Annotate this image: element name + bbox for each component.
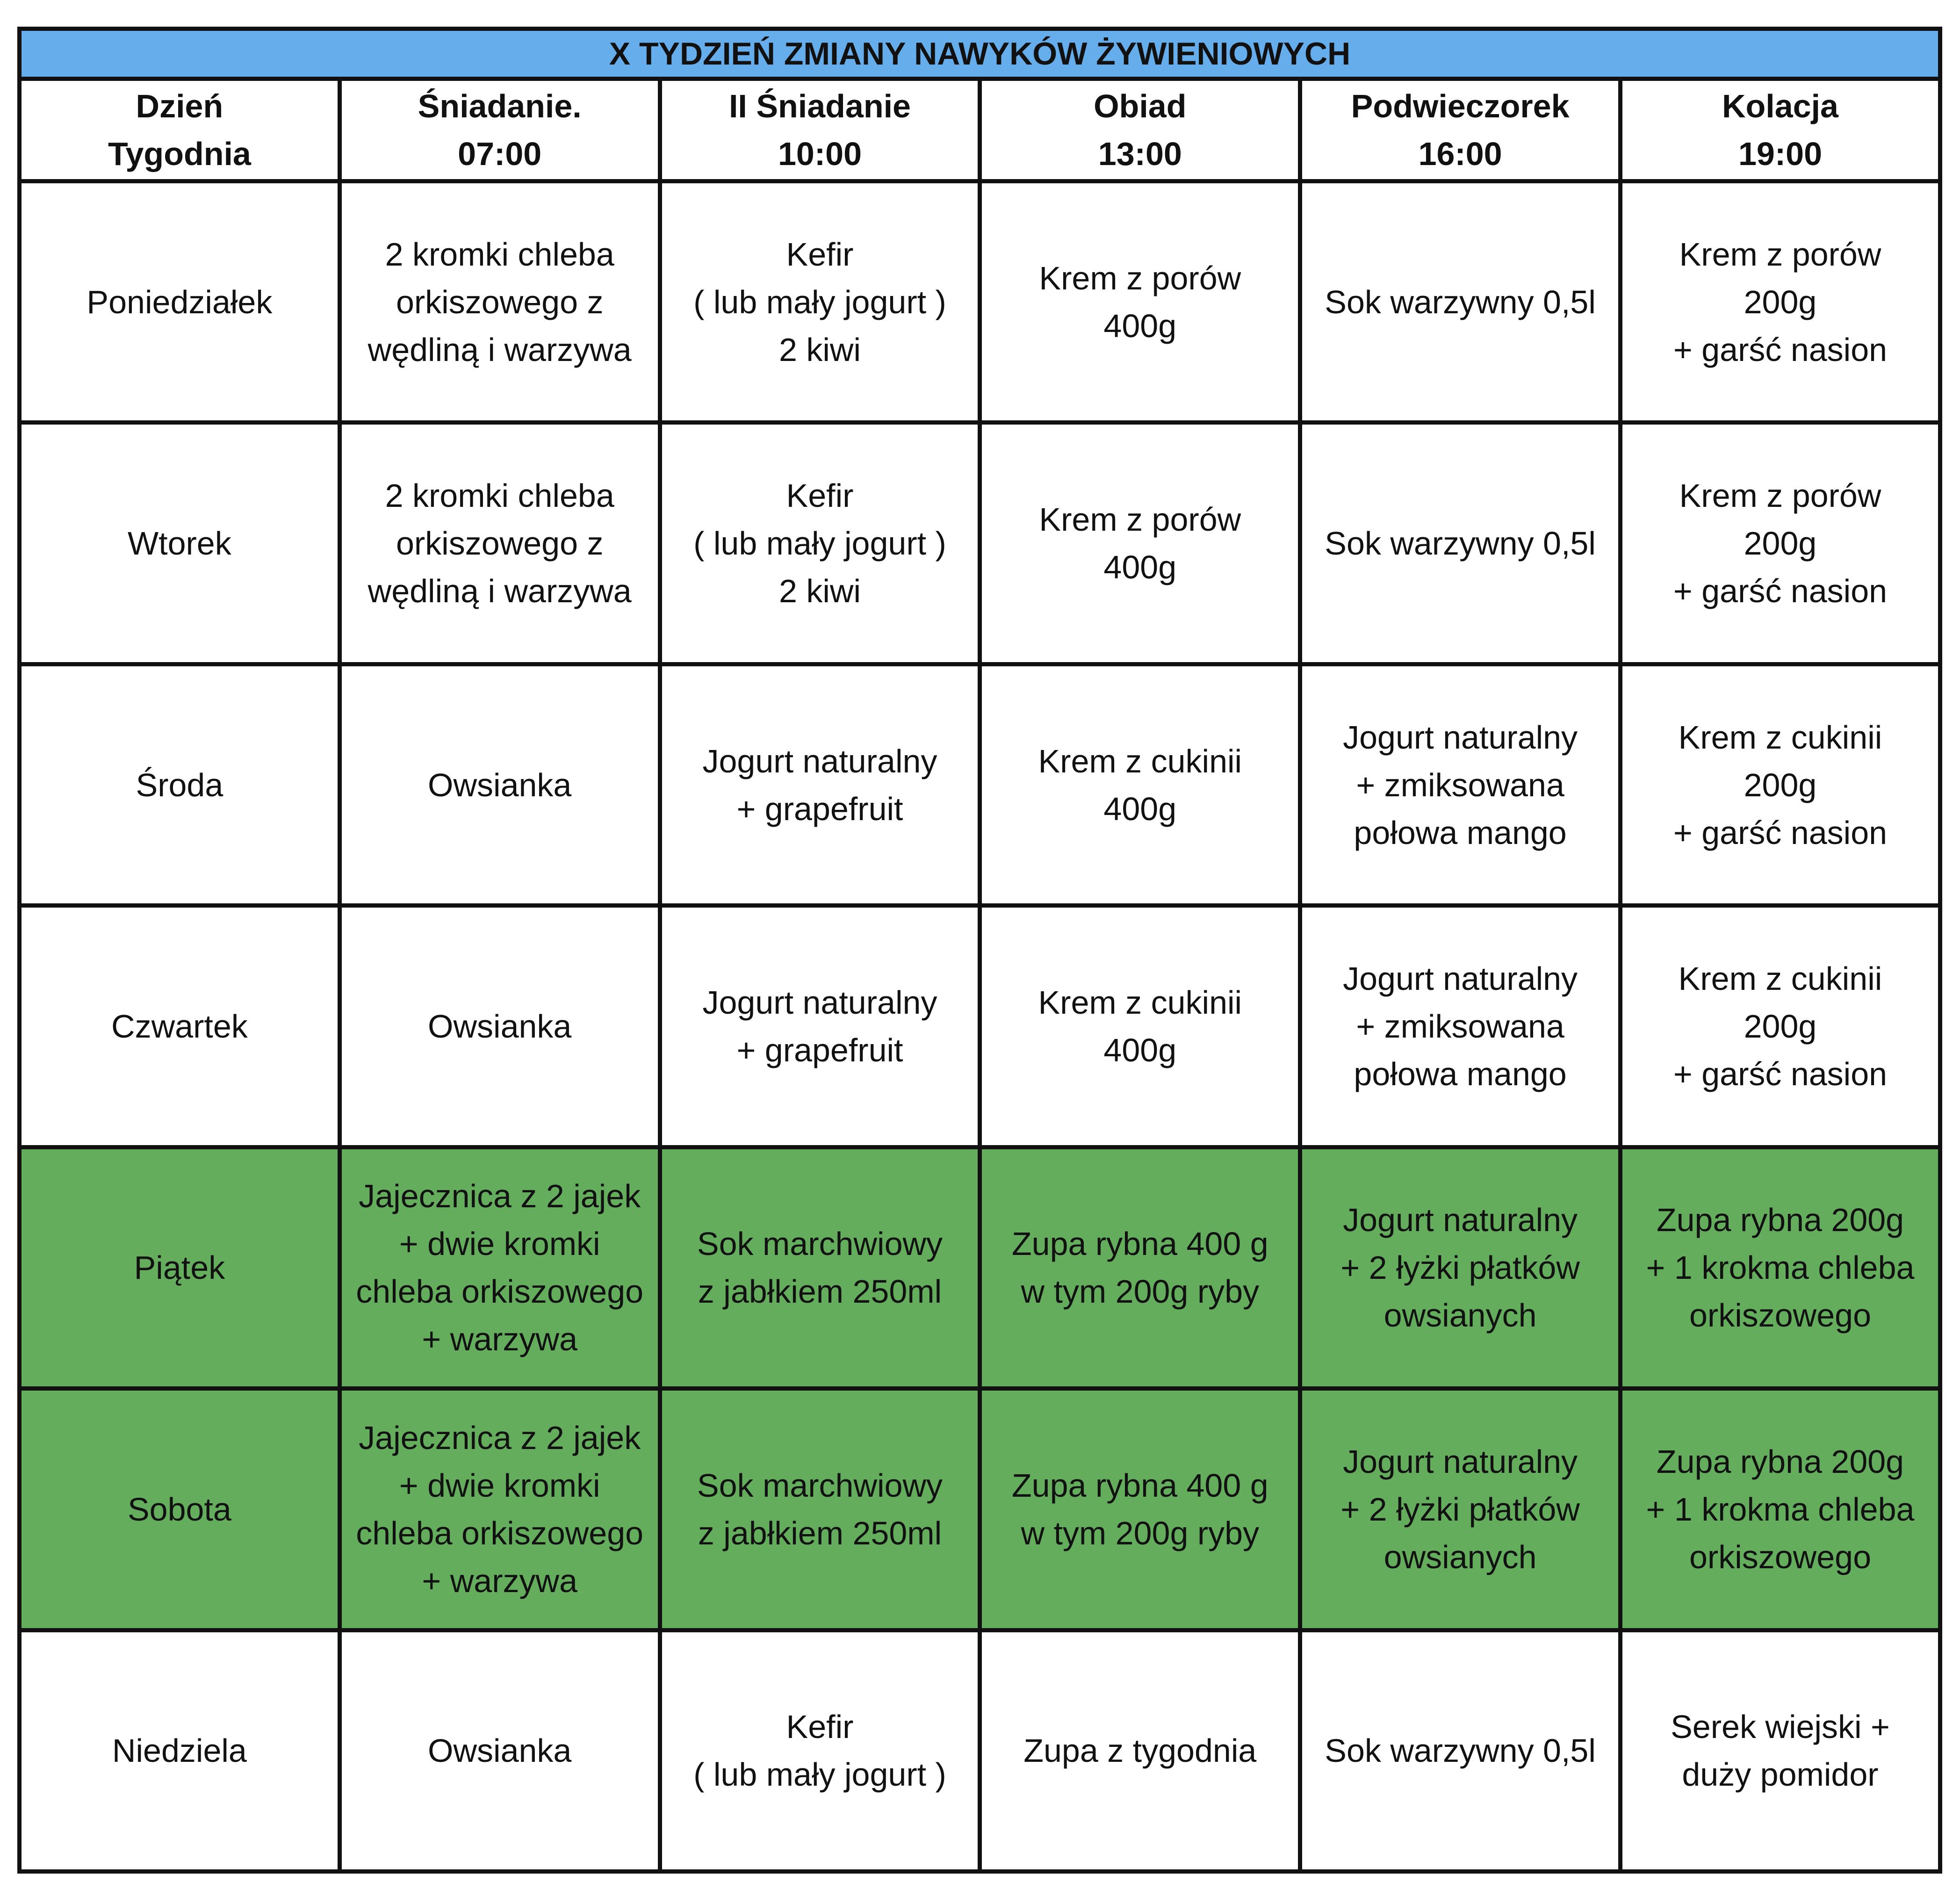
lunch-cell [980, 181, 1300, 423]
cell-line: Zupa rybna 200g [1656, 1202, 1904, 1239]
cell-line: Krem z cukinii [1678, 960, 1882, 997]
cell-line: + warzywa [422, 1562, 577, 1599]
cell-line: Krem z porów [1679, 477, 1881, 514]
cell-line: Jogurt naturalny [1343, 960, 1578, 997]
afternoon-snack-cell [1300, 906, 1621, 1147]
cell-line: Sok marchwiowy [697, 1467, 943, 1504]
cell-line: 400g [1103, 790, 1177, 827]
afternoon-snack-cell [1300, 181, 1621, 423]
second-breakfast-cell [660, 423, 980, 664]
cell-line: + garść nasion [1673, 814, 1888, 851]
second-breakfast-cell [660, 906, 980, 1147]
cell-line: Jogurt naturalny [702, 743, 937, 779]
cell-line: Sok marchwiowy [697, 1226, 943, 1262]
cell-line: Krem z porów [1679, 236, 1881, 273]
cell-line: Piątek [134, 1249, 225, 1286]
cell-line: chleba orkiszowego [356, 1514, 644, 1551]
header-line: Śniadanie. [418, 88, 582, 124]
dinner-cell [1620, 423, 1940, 664]
header-line: 16:00 [1418, 136, 1502, 172]
cell-line: z jabłkiem 250ml [698, 1273, 942, 1310]
cell-line: + zmiksowana [1356, 766, 1564, 803]
header-line: II Śniadanie [728, 88, 911, 124]
cell-line: z jabłkiem 250ml [698, 1514, 942, 1551]
header-day [20, 79, 340, 181]
header-afternoon-snack [1300, 79, 1621, 181]
cell-line: + grapefruit [736, 1031, 903, 1068]
cell-line: + dwie kromki [399, 1226, 600, 1262]
afternoon-snack-cell [1300, 664, 1621, 905]
cell-line: połowa mango [1354, 1055, 1567, 1092]
cell-line: chleba orkiszowego [356, 1273, 644, 1310]
cell-line: ( lub mały jogurt ) [693, 283, 946, 320]
second-breakfast-cell [660, 1389, 980, 1630]
cell-line: Krem z cukinii [1038, 743, 1242, 779]
cell-line: Kefir [786, 477, 854, 514]
cell-line: owsianych [1384, 1297, 1537, 1334]
cell-line: 400g [1103, 549, 1177, 586]
breakfast-cell [339, 1389, 660, 1630]
table-title: X TYDZIEŃ ZMIANY NAWYKÓW ŻYWIENIOWYCH [20, 29, 1940, 79]
afternoon-snack-cell [1300, 1389, 1621, 1630]
cell-line: 2 kiwi [778, 331, 861, 368]
dinner-cell [1620, 906, 1940, 1147]
cell-line: Sok warzywny 0,5l [1325, 525, 1596, 562]
cell-line: 200g [1744, 1008, 1817, 1045]
cell-line: + grapefruit [736, 790, 903, 827]
cell-line: Krem z porów [1039, 501, 1241, 538]
second-breakfast-cell [660, 1630, 980, 1871]
dinner-cell [1620, 1630, 1940, 1871]
meal-plan-table [17, 27, 1942, 1874]
cell-line: Serek wiejski + [1671, 1709, 1890, 1745]
table-row [20, 1389, 1940, 1630]
second-breakfast-cell [660, 1147, 980, 1388]
day-cell [20, 181, 340, 423]
header-line: 19:00 [1738, 136, 1823, 172]
dinner-cell [1620, 181, 1940, 423]
cell-line: + 1 krokma chleba [1646, 1491, 1915, 1528]
breakfast-cell [339, 906, 660, 1147]
cell-line: w tym 200g ryby [1021, 1514, 1260, 1551]
header-line: Kolacja [1722, 88, 1838, 124]
cell-line: ( lub mały jogurt ) [693, 1756, 946, 1793]
cell-line: 200g [1744, 283, 1817, 320]
cell-line: Niedziela [112, 1732, 247, 1769]
header-line: Obiad [1094, 88, 1187, 124]
cell-line: + garść nasion [1673, 331, 1888, 368]
cell-line: orkiszowego z [396, 283, 604, 320]
cell-line: Owsianka [428, 766, 572, 803]
cell-line: Zupa rybna 200g [1656, 1443, 1904, 1480]
cell-line: 200g [1744, 766, 1817, 803]
lunch-cell [980, 1630, 1300, 1871]
table-row [20, 906, 1940, 1147]
breakfast-cell [339, 423, 660, 664]
cell-line: 400g [1103, 307, 1177, 344]
breakfast-cell [339, 664, 660, 905]
cell-line: + dwie kromki [399, 1467, 600, 1504]
lunch-cell [980, 664, 1300, 905]
header-line: Podwieczorek [1351, 88, 1570, 124]
afternoon-snack-cell [1300, 1147, 1621, 1388]
cell-line: + warzywa [422, 1321, 577, 1358]
cell-line: 400g [1103, 1031, 1177, 1068]
cell-line: ( lub mały jogurt ) [693, 525, 946, 562]
table-row [20, 664, 1940, 905]
cell-line: Krem z porów [1039, 260, 1241, 296]
column-header-row [20, 79, 1940, 181]
cell-line: + zmiksowana [1356, 1008, 1564, 1045]
breakfast-cell [339, 1630, 660, 1871]
day-cell [20, 423, 340, 664]
cell-line: 200g [1744, 525, 1817, 562]
second-breakfast-cell [660, 664, 980, 905]
dinner-cell [1620, 1147, 1940, 1388]
header-line: 13:00 [1098, 136, 1182, 172]
second-breakfast-cell [660, 181, 980, 423]
cell-line: Kefir [786, 1709, 854, 1745]
title-row [20, 29, 1940, 79]
cell-line: Jajecznica z 2 jajek [359, 1419, 641, 1456]
table-row [20, 181, 1940, 423]
cell-line: Jogurt naturalny [702, 984, 937, 1021]
table-row [20, 1147, 1940, 1388]
cell-line: Jogurt naturalny [1343, 719, 1578, 756]
header-line: 10:00 [778, 136, 862, 172]
lunch-cell [980, 423, 1300, 664]
cell-line: połowa mango [1354, 814, 1567, 851]
cell-line: w tym 200g ryby [1021, 1273, 1260, 1310]
header-line: Dzień [136, 88, 223, 124]
cell-line: + 2 łyżki płatków [1340, 1491, 1580, 1528]
cell-line: orkiszowego [1689, 1538, 1872, 1575]
afternoon-snack-cell [1300, 1630, 1621, 1871]
cell-line: + garść nasion [1673, 573, 1888, 610]
cell-line: Czwartek [111, 1008, 248, 1045]
afternoon-snack-cell [1300, 423, 1621, 664]
cell-line: Krem z cukinii [1678, 719, 1882, 756]
cell-line: wędliną i warzywa [368, 573, 632, 610]
dinner-cell [1620, 1389, 1940, 1630]
lunch-cell [980, 1389, 1300, 1630]
cell-line: orkiszowego z [396, 525, 604, 562]
breakfast-cell [339, 181, 660, 423]
header-breakfast [339, 79, 660, 181]
cell-line: Poniedziałek [86, 283, 273, 320]
cell-line: Środa [136, 766, 223, 803]
cell-line: Kefir [786, 236, 854, 273]
header-line: Tygodnia [108, 136, 251, 172]
cell-line: + 2 łyżki płatków [1340, 1249, 1580, 1286]
lunch-cell [980, 906, 1300, 1147]
header-lunch [980, 79, 1300, 181]
cell-line: 2 kiwi [778, 573, 861, 610]
day-cell [20, 1630, 340, 1871]
cell-line: Sok warzywny 0,5l [1325, 283, 1596, 320]
cell-line: Owsianka [428, 1732, 572, 1769]
header-dinner [1620, 79, 1940, 181]
breakfast-cell [339, 1147, 660, 1388]
meal-plan-body [20, 181, 1940, 1872]
cell-line: Zupa z tygodnia [1023, 1732, 1257, 1769]
cell-line: owsianych [1384, 1538, 1537, 1575]
cell-line: Wtorek [128, 525, 231, 562]
table-row [20, 1630, 1940, 1871]
cell-line: duży pomidor [1682, 1756, 1879, 1793]
cell-line: Sok warzywny 0,5l [1325, 1732, 1596, 1769]
day-cell [20, 664, 340, 905]
day-cell [20, 906, 340, 1147]
header-second-breakfast [660, 79, 980, 181]
table-row [20, 423, 1940, 664]
cell-line: Jajecznica z 2 jajek [359, 1178, 641, 1215]
cell-line: Zupa rybna 400 g [1011, 1226, 1268, 1262]
header-line: 07:00 [458, 136, 542, 172]
cell-line: + garść nasion [1673, 1055, 1888, 1092]
lunch-cell [980, 1147, 1300, 1388]
cell-line: Owsianka [428, 1008, 572, 1045]
dinner-cell [1620, 664, 1940, 905]
cell-line: Jogurt naturalny [1343, 1202, 1578, 1239]
cell-line: 2 kromki chleba [385, 477, 614, 514]
day-cell [20, 1147, 340, 1388]
cell-line: Jogurt naturalny [1343, 1443, 1578, 1480]
day-cell [20, 1389, 340, 1630]
cell-line: Sobota [127, 1491, 231, 1528]
cell-line: orkiszowego [1689, 1297, 1872, 1334]
cell-line: Krem z cukinii [1038, 984, 1242, 1021]
cell-line: + 1 krokma chleba [1646, 1249, 1915, 1286]
cell-line: wędliną i warzywa [368, 331, 632, 368]
cell-line: 2 kromki chleba [385, 236, 614, 273]
cell-line: Zupa rybna 400 g [1011, 1467, 1268, 1504]
